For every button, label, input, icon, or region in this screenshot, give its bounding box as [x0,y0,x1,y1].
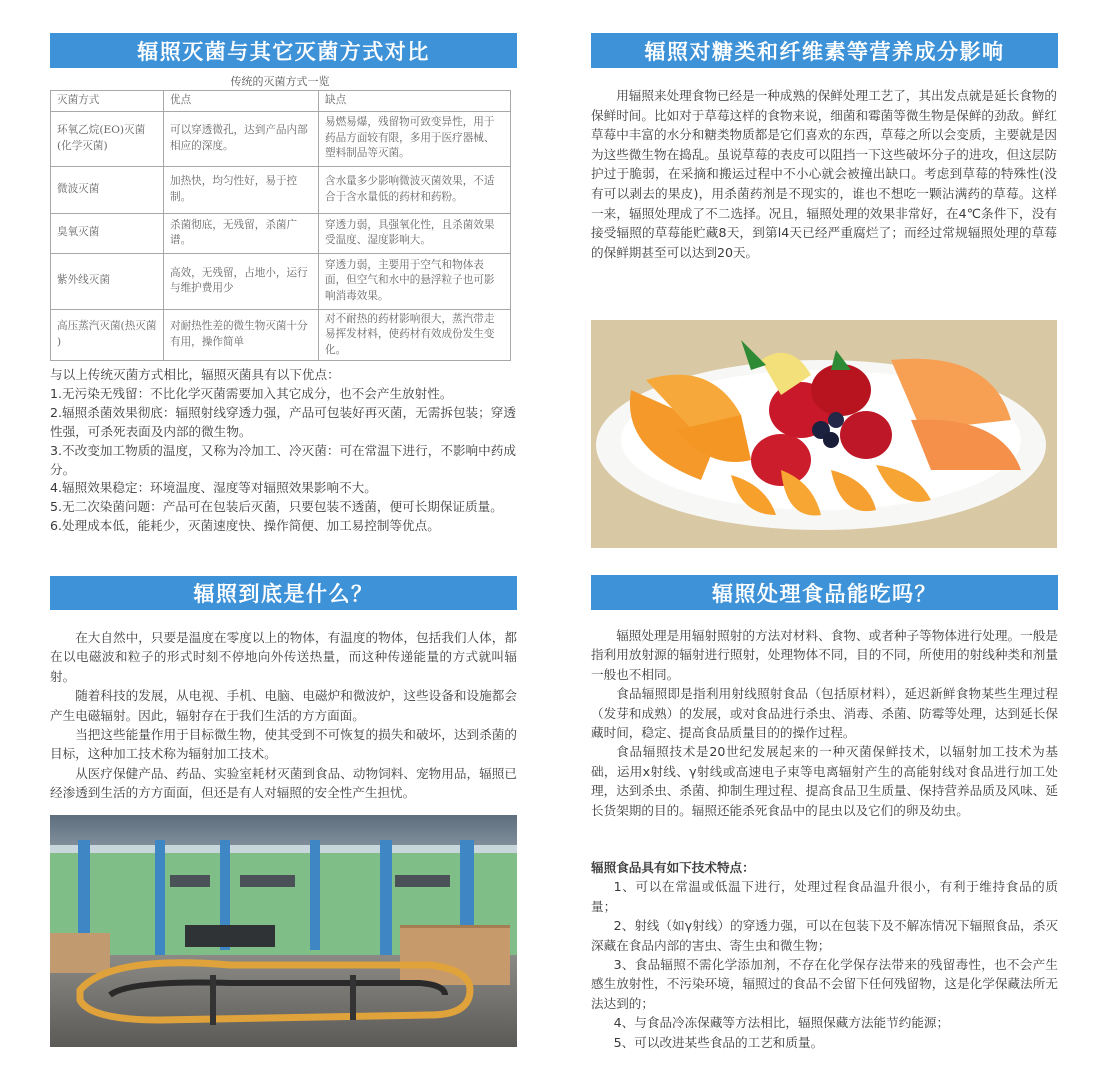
advantage-item: 3.不改变加工物质的温度，又称为冷加工、冷灭菌：可在常温下进行，不影响中药成分。 [50,442,516,477]
table-cell: 穿透力弱，具强氧化性，且杀菌效果受温度、湿度影响大。 [319,213,511,253]
table-cell: 易燃易爆，残留物可致变异性，用于药品方面较有限，多用于医疗器械、塑料制品等灭菌。 [319,111,511,166]
edible-body [591,626,1058,820]
feature-item: 1、可以在常温或低温下进行，处理过程食品温升很小，有利于维持食品的质量； [591,879,1058,914]
advantages-list [50,366,516,536]
factory-conveyor-photo [50,815,517,1047]
paragraph: 食品辐照技术是20世纪发展起来的一种灭菌保鲜技术，以辐射加工技术为基础，运用x射线、γ射线或高速电子束等电离辐射产生的高能射线对食品进行加工处理，达到杀虫、杀菌、抑制生理过程、提高食品卫生质量、保持营养品质及风味、延长货架期的目的。辐照还能杀死食品中的昆虫以及它们的卵及幼虫。 [591,744,1058,818]
what-is-body [50,628,517,803]
table-cell: 高效，无残留，占地小，运行与维护费用少 [164,253,319,309]
table-header-row [51,91,511,112]
edible-title: 辐照处理食品能吃吗？ [591,575,1058,610]
paragraph: 当把这些能量作用于目标微生物，使其受到不可恢复的损失和破坏，达到杀菌的目标，这种加工技术称为辐射加工技术。 [50,727,517,762]
table-cell: 微波灭菌 [51,166,164,213]
column-header: 缺点 [319,91,511,112]
advantage-item: 4.辐照效果稳定：环境温度、湿度等对辐照效果影响不大。 [50,480,377,496]
paragraph: 辐照处理是用辐射照射的方法对材料、食物、或者种子等物体进行处理。一般是指利用放射源的辐射进行照射，处理物体不同，目的不同，所使用的射线种类和剂量一般也不相同。 [591,628,1058,682]
table-cell: 可以穿透微孔，达到产品内部相应的深度。 [164,111,319,166]
table-cell: 对耐热性差的微生物灭菌十分有用，操作简单 [164,309,319,361]
advantage-item: 1.无污染无残留：不比化学灭菌需要加入其它成分，也不会产生放射性。 [50,385,453,401]
column-header: 优点 [164,91,319,112]
table-cell: 环氧乙烷(EO)灭菌(化学灭菌) [51,111,164,166]
paragraph: 食品辐照即是指利用射线照射食品（包括原材料），延迟新鲜食物某些生理过程（发芽和成熟）的发展，或对食品进行杀虫、消毒、杀菌、防霉等处理，达到延长保藏时间，稳定、提高食品质量目的的操作过程。 [591,686,1058,741]
table-row [51,166,511,213]
advantage-item: 6.处理成本低，能耗少，灭菌速度快、操作简便、加工易控制等优点。 [50,518,440,534]
table-row [51,213,511,253]
table-row [51,309,511,361]
nutrition-title: 辐照对糖类和纤维素等营养成分影响 [591,33,1058,68]
feature-item: 5、可以改进某些食品的工艺和质量。 [613,1034,824,1050]
column-header: 灭菌方式 [51,91,164,112]
table-cell: 高压蒸汽灭菌(热灭菌 ) [51,309,164,361]
what-is-title: 辐照到底是什么？ [50,576,517,610]
comparison-title: 辐照灭菌与其它灭菌方式对比 [50,33,517,68]
advantage-item: 5.无二次染菌问题：产品可在包装后灭菌，只要包装不透菌，便可长期保证质量。 [50,499,503,515]
paragraph: 从医疗保健产品、药品、实验室耗材灭菌到食品、动物饲料、宠物用品，辐照已经渗透到生活的方方面面，但还是有人对辐照的安全性产生担忧。 [50,765,517,801]
feature-item: 3、食品辐照不需化学添加剂，不存在化学保存法带来的残留毒性，也不会产生感生放射性，不污染环境，辐照过的食品不会留下任何残留物，这是化学保藏法所无法达到的； [591,957,1058,1011]
paragraph: 随着科技的发展，从电视、手机、电脑、电磁炉和微波炉，这些设备和设施都会产生电磁辐射。因此，辐射存在于我们生活的方方面面。 [50,688,517,723]
edible-features [591,858,1058,1052]
table-cell: 杀菌彻底，无残留，杀菌广谱。 [164,213,319,253]
comparison-table [50,90,511,361]
table-caption: 传统的灭菌方式一览 [230,75,330,88]
table-cell: 穿透力弱，主要用于空气和物体表面，但空气和水中的悬浮粒子也可影响消毒效果。 [319,253,511,309]
feature-item: 2、射线（如γ射线）的穿透力强，可以在包装下及不解冻情况下辐照食品，杀灭深藏在食品内部的害虫、寄生虫和微生物； [591,918,1058,953]
table-cell: 含水量多少影响微波灭菌效果，不适合于含水量低的药材和药粉。 [319,166,511,213]
table-row [51,253,511,309]
table-cell: 加热快，均匀性好，易于控制。 [164,166,319,213]
paragraph: 在大自然中，只要是温度在零度以上的物体，有温度的物体，包括我们人体，都在以电磁波和粒子的形式时刻不停地向外传送热量，而这种传递能量的方式就叫辐射。 [50,630,517,684]
table-row [51,111,511,166]
advantage-item: 2.辐照杀菌效果彻底：辐照射线穿透力强，产品可包装好再灭菌，无需拆包装；穿透性强，可杀死表面及内部的微生物。 [50,404,516,439]
features-title: 辐照食品具有如下技术特点： [591,860,755,875]
nutrition-body [591,86,1057,262]
advantages-intro: 与以上传统灭菌方式相比，辐照灭菌具有以下优点： [50,367,340,382]
table-cell: 对不耐热的药材影响很大，蒸汽带走易挥发材料，使药材有效成份发生变化。 [319,309,511,361]
table-cell: 紫外线灭菌 [51,253,164,309]
fruit-platter-photo [591,320,1057,548]
paragraph: 用辐照来处理食物已经是一种成熟的保鲜处理工艺了，其出发点就是延长食物的保鲜时间。比如对于草莓这样的食物来说，细菌和霉菌等微生物是保鲜的劲敌。鲜红草莓中丰富的水分和糖类物质都是它们喜欢的东西，草莓之所以会变质，主要就是因为这些微生物在捣乱。虽说草莓的表皮可以阻挡一下这些破坏分子的进攻，但这层防护过于脆弱，在采摘和搬运过程中不小心就会被撞出缺口。考虑到草莓的特殊性(没有可以剥去的果皮)，用杀菌药剂是不现实的，谁也不想吃一颗沾满药的草莓。这样一来，辐照处理成了不二选择。况且，辐照处理的效果非常好，在4℃条件下，没有接受辐照的草莓能贮藏8天，到第l4天已经严重腐烂了；而经过常规辐照处理的草莓的保鲜期甚至可以达到20天。 [591,88,1057,260]
feature-item: 4、与食品冷冻保藏等方法相比，辐照保藏方法能节约能源； [613,1015,950,1031]
table-cell: 臭氧灭菌 [51,213,164,253]
